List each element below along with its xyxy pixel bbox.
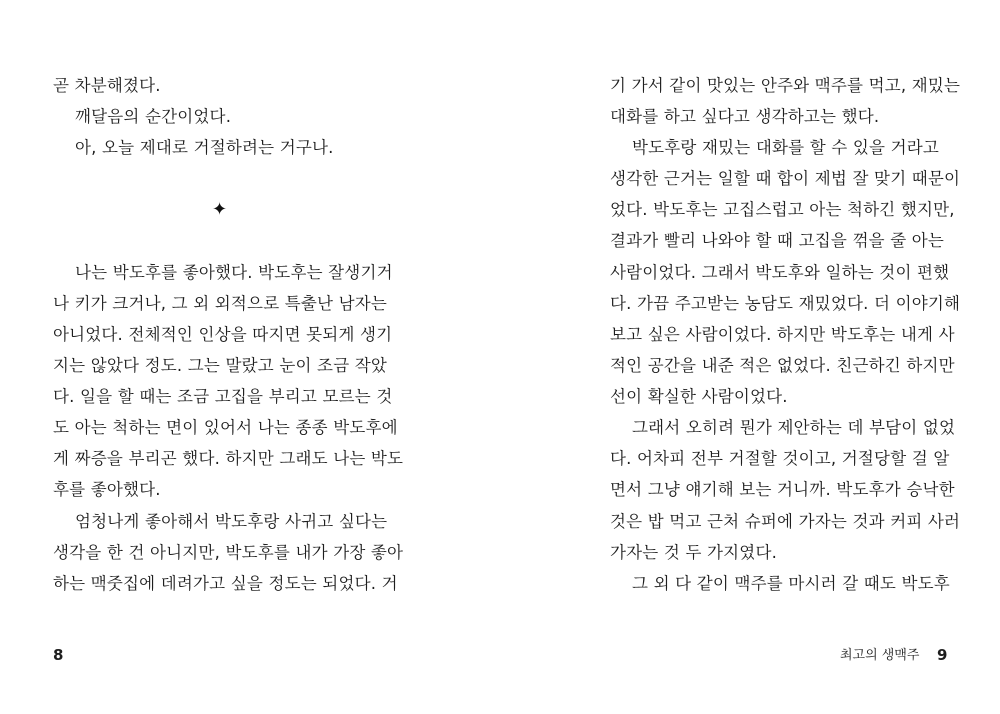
text-line: 면서 그냥 얘기해 보는 거니까. 박도후가 승낙한 xyxy=(610,480,955,499)
text-line: 생각한 근거는 일할 때 합이 제법 잘 맞기 때문이 xyxy=(610,169,961,188)
text-line: 다. 가끔 주고받는 농담도 재밌었다. 더 이야기해 xyxy=(610,294,961,313)
text-line: 박도후랑 재밌는 대화를 할 수 있을 거라고 xyxy=(632,138,940,157)
text-line: 다. 일을 할 때는 조금 고집을 부리고 모르는 것 xyxy=(53,387,393,406)
text-line: 그 외 다 같이 맥주를 마시러 갈 때도 박도후 xyxy=(632,574,950,593)
text-line: 후를 좋아했다. xyxy=(53,480,161,499)
text-line: 아, 오늘 제대로 거절하려는 거구나. xyxy=(75,138,334,157)
text-line: 생각을 한 건 아니지만, 박도후를 내가 가장 좋아 xyxy=(53,543,404,562)
section-divider-ornament: ✦ xyxy=(212,199,228,220)
text-line: 가자는 것 두 가지였다. xyxy=(610,543,778,562)
text-line: 사람이었다. 그래서 박도후와 일하는 것이 편했 xyxy=(610,263,950,282)
text-line: 결과가 빨리 나와야 할 때 고집을 꺾을 줄 아는 xyxy=(610,231,945,250)
text-line: 적인 공간을 내준 적은 없었다. 친근하긴 하지만 xyxy=(610,356,955,375)
right-page xyxy=(500,0,1000,714)
running-title: 최고의 생맥주 xyxy=(840,648,920,663)
text-line: 지는 않았다 정도. 그는 말랐고 눈이 조금 작았 xyxy=(53,356,388,375)
text-line: 깨달음의 순간이었다. xyxy=(75,107,232,126)
text-line: 다. 어차피 전부 거절할 것이고, 거절당할 걸 알 xyxy=(610,449,950,468)
text-line: 곧 차분해졌다. xyxy=(53,76,161,95)
page-number: 8 xyxy=(53,646,64,664)
text-line: 아니었다. 전체적인 인상을 따지면 못되게 생기 xyxy=(53,325,393,344)
page-number: 9 xyxy=(937,646,948,664)
text-line: 하는 맥줏집에 데려가고 싶을 정도는 되었다. 거 xyxy=(53,574,398,593)
text-line: 나는 박도후를 좋아했다. 박도후는 잘생기거 xyxy=(75,263,393,282)
text-line: 것은 밥 먹고 근처 슈퍼에 가자는 것과 커피 사러 xyxy=(610,512,961,531)
text-line: 엄청나게 좋아해서 박도후랑 사귀고 싶다는 xyxy=(75,512,388,531)
text-line: 대화를 하고 싶다고 생각하고는 했다. xyxy=(610,107,880,126)
text-line: 그래서 오히려 뭔가 제안하는 데 부담이 없었 xyxy=(632,418,956,437)
text-line: 었다. 박도후는 고집스럽고 아는 척하긴 했지만, xyxy=(610,200,955,219)
text-line: 기 가서 같이 맛있는 안주와 맥주를 먹고, 재밌는 xyxy=(610,76,961,95)
text-line: 나 키가 크거나, 그 외 외적으로 특출난 남자는 xyxy=(53,294,388,313)
text-line: 선이 확실한 사람이었다. xyxy=(610,387,788,406)
text-line: 보고 싶은 사람이었다. 하지만 박도후는 내게 사 xyxy=(610,325,955,344)
text-line: 게 짜증을 부리곤 했다. 하지만 그래도 나는 박도 xyxy=(53,449,404,468)
text-line: 도 아는 척하는 면이 있어서 나는 종종 박도후에 xyxy=(53,418,398,437)
